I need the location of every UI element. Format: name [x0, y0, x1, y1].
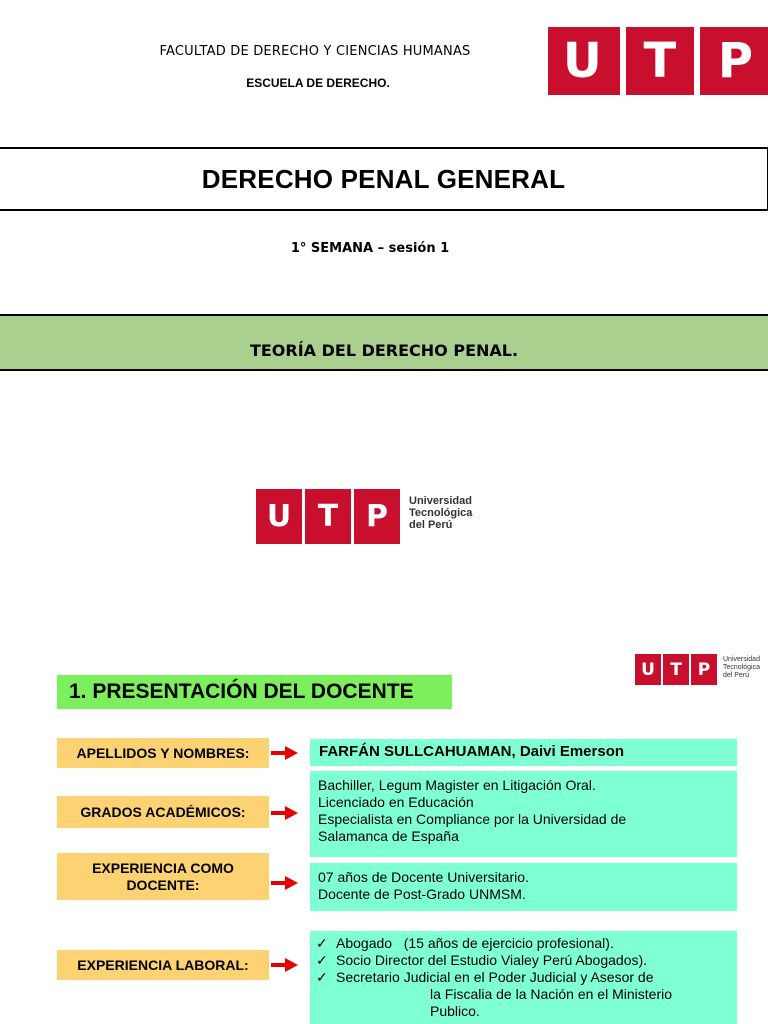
university-name	[723, 656, 760, 685]
faculty-name: FACULTAD DE DERECHO Y CIENCIAS HUMANAS	[159, 44, 471, 59]
list-item	[316, 952, 737, 969]
logo-letter-p: P	[717, 33, 754, 89]
list-item-continuation: la Fiscalia de la Nación en el Ministerio	[430, 986, 672, 1002]
logo-letter-t: T	[643, 33, 677, 89]
school-name: ESCUELA DE DERECHO.	[246, 76, 390, 90]
degree-line: Salamanca de España	[318, 828, 459, 844]
logo-tile-t: T	[663, 654, 689, 685]
degree-line: Bachiller, Legum Magister en Litigación Oral.	[318, 777, 596, 793]
university-name-line: Universidad	[409, 495, 472, 507]
logo-tile-p: P	[691, 654, 717, 685]
list-item-text: Socio Director del Estudio Vialey Perú Abogados).	[336, 952, 648, 968]
theory-title: TEORÍA DEL DERECHO PENAL.	[249, 341, 519, 360]
degree-line: Especialista en Compliance por la Universidad de	[318, 811, 627, 827]
university-name-line: Tecnológica	[409, 507, 473, 519]
experience-line: 07 años de Docente Universitario.	[318, 869, 529, 885]
value-names: FARFÁN SULLCAHUAMAN, Daivi Emerson	[310, 739, 737, 766]
university-name-line: del Perú	[409, 519, 453, 531]
label-line: EXPERIENCIA COMO	[92, 859, 234, 876]
utp-logo-medium	[256, 489, 472, 544]
arrow-right-icon	[271, 746, 298, 760]
list-item	[316, 969, 737, 986]
work-list	[316, 935, 737, 986]
label-work-experience: EXPERIENCIA LABORAL:	[57, 950, 269, 980]
label-names: APELLIDOS Y NOMBRES:	[57, 738, 269, 768]
value-teaching-experience	[310, 863, 737, 911]
logo-tile-u: U	[256, 489, 302, 544]
logo-divider	[620, 27, 626, 95]
value-work-experience	[310, 931, 737, 1024]
arrow-right-icon	[271, 876, 298, 890]
check-icon: ✓	[316, 935, 328, 951]
logo-tile-u: U	[635, 654, 661, 685]
list-item-continuation: Publico.	[430, 1003, 480, 1019]
university-name	[409, 495, 472, 544]
week-session: 1° SEMANA – sesión 1	[290, 241, 450, 256]
label-line: DOCENTE:	[126, 876, 200, 893]
degree-line: Licenciado en Educación	[318, 794, 474, 810]
section-title: 1. PRESENTACIÓN DEL DOCENTE	[57, 675, 452, 709]
university-name-line: del Perú	[723, 672, 750, 679]
check-icon: ✓	[316, 969, 328, 985]
check-icon: ✓	[316, 952, 328, 968]
course-title: DERECHO PENAL GENERAL	[201, 163, 566, 194]
university-name-line: Universidad	[723, 656, 760, 663]
utp-logo-small	[635, 654, 760, 685]
logo-divider	[694, 27, 700, 95]
value-degrees	[310, 771, 737, 857]
university-name-line: Tecnológica	[723, 664, 760, 671]
label-degrees: GRADOS ACADÉMICOS:	[57, 796, 269, 828]
logo-letter-u: U	[562, 33, 602, 89]
label-teaching-experience	[57, 853, 269, 900]
list-item-text: Abogado (15 años de ejercicio profesional).	[336, 935, 614, 951]
logo-tile-t: T	[305, 489, 351, 544]
arrow-right-icon	[271, 958, 298, 972]
theory-banner	[0, 314, 768, 371]
utp-logo-large	[548, 27, 768, 95]
logo-tile-p: P	[354, 489, 400, 544]
list-item	[316, 935, 737, 952]
course-title-box	[0, 147, 768, 211]
list-item-text: Secretario Judicial en el Poder Judicial y Asesor de	[336, 969, 654, 985]
experience-line: Docente de Post-Grado UNMSM.	[318, 886, 526, 902]
arrow-right-icon	[271, 806, 298, 820]
